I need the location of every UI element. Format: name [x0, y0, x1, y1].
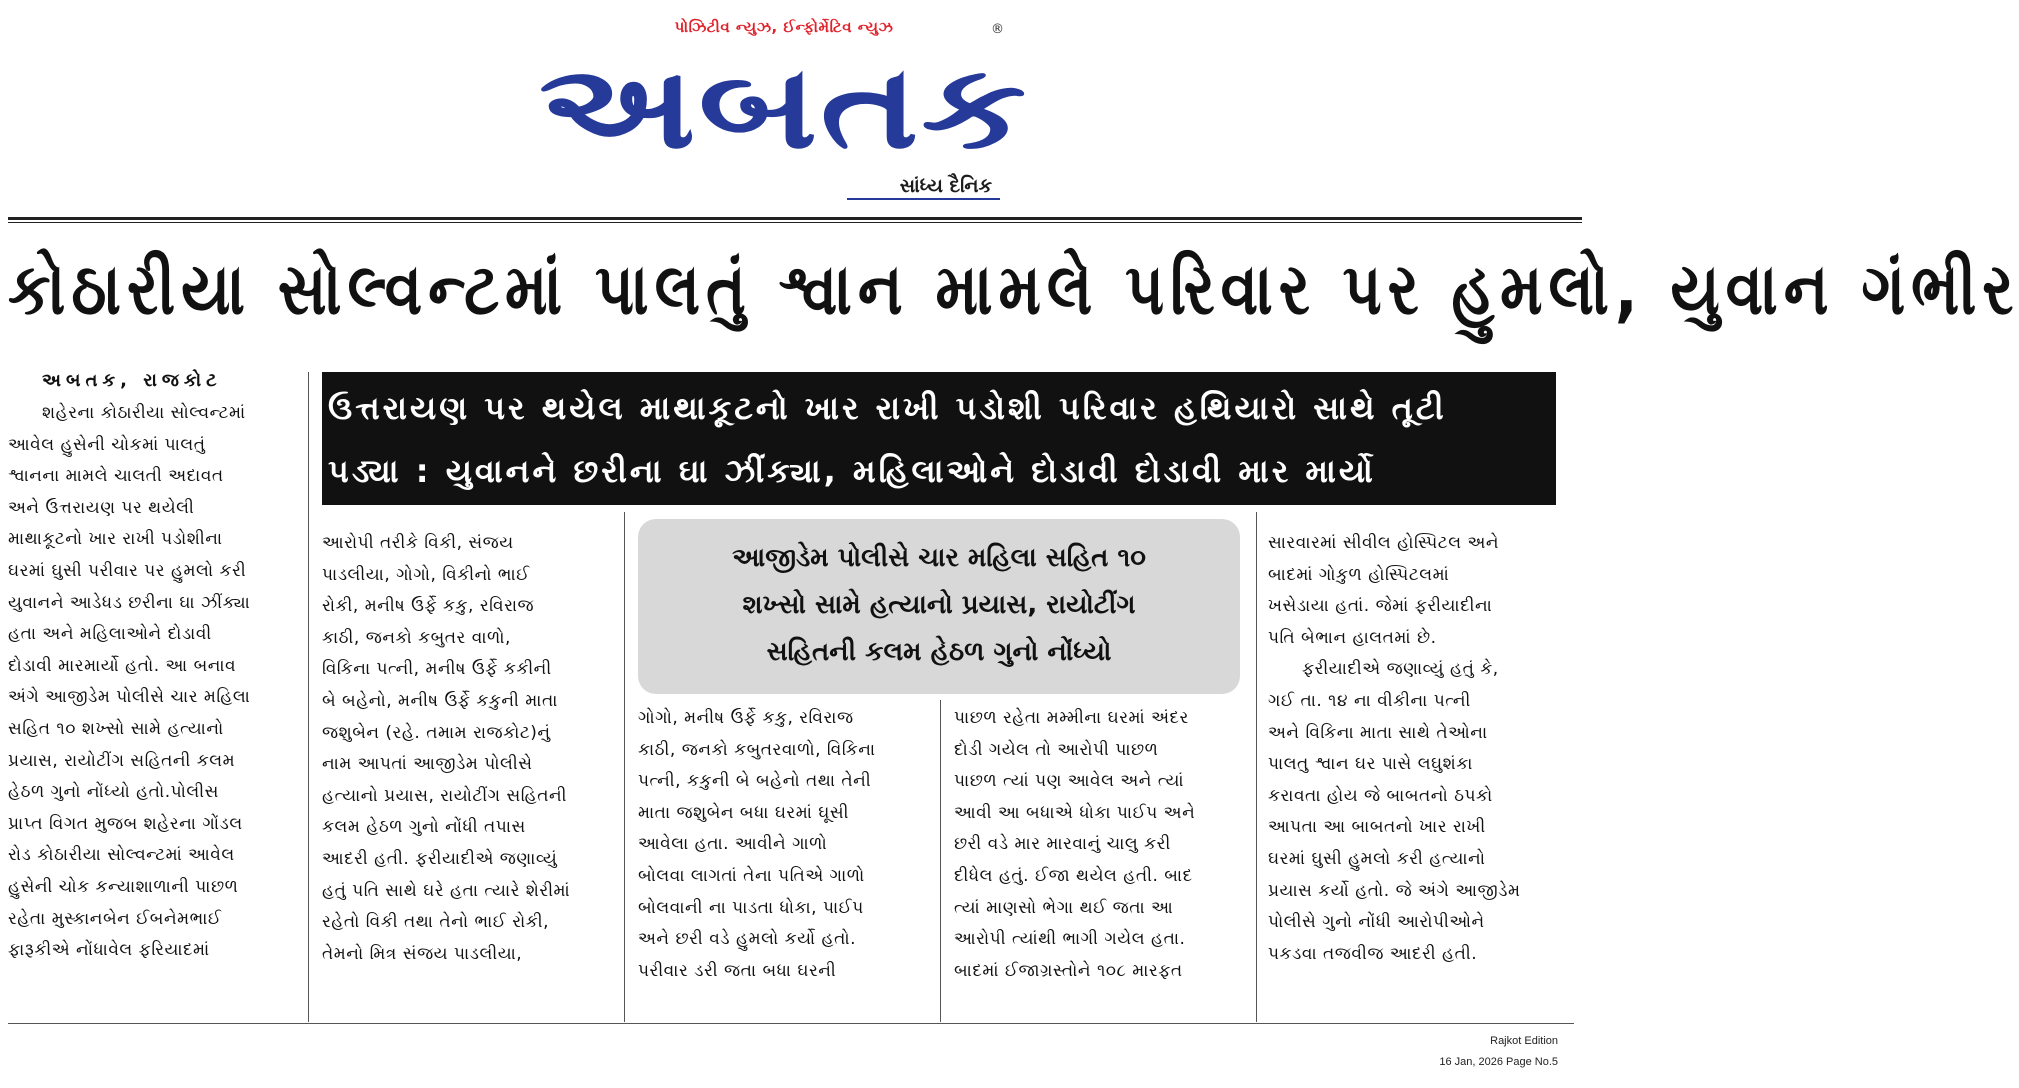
subhead-line: પડ્યા : યુવાનને છરીના ઘા ઝીંક્યા, મહિલાઓને દોડાવી દોડાવી માર માર્યો: [328, 452, 1376, 490]
article-text-line: પ્રાપ્ત વિગત મુજબ શહેરના ગોંડલ: [8, 813, 243, 834]
article-column-4: [954, 703, 1244, 987]
article-text-line: બાદમાં ઈજાગ્રસ્તોને ૧૦૮ મારફત: [954, 960, 1183, 981]
highlight-line: શખ્સો સામે હત્યાનો પ્રયાસ, રાયોટીંગ: [742, 590, 1136, 620]
article-column-5: [1268, 528, 1560, 970]
article-column-3: [638, 703, 926, 987]
article-subhead: [322, 372, 1556, 505]
newspaper-logo: અબતક: [538, 39, 1030, 175]
masthead-underline: [847, 198, 1000, 200]
article-text-line: હતું પતિ સાથે ઘરે હતા ત્યારે શેરીમાં: [322, 880, 571, 901]
article-text-line: આવેલ હુસેની ચોકમાં પાલતું: [8, 434, 206, 455]
article-text-line: સહિત ૧૦ શખ્સો સામે હત્યાનો: [8, 718, 224, 739]
masthead-tagline: પોઝિટીવ ન્યુઝ, ઈન્ફોર્મેટિવ ન્યુઝ: [674, 18, 894, 36]
article-text-line: આવેલા હતા. આવીને ગાળો: [638, 834, 828, 855]
article-text-line: પકડવા તજવીજ આદરી હતી.: [1268, 943, 1478, 964]
article-text-line: હતા અને મહિલાઓને દોડાવી: [8, 624, 212, 645]
article-text-line: દોડી ગયેલ તો આરોપી પાછળ: [954, 739, 1159, 760]
article-text-line: રહેતા મુસ્કાનબેન ઈબનેમભાઈ: [8, 908, 222, 929]
article-text-line: છરી વડે માર મારવાનું ચાલુ કરી: [954, 834, 1171, 855]
article-text-line: બોલવા લાગતાં તેના પતિએ ગાળો: [638, 865, 865, 886]
article-text-line: અને વિકિના માતા સાથે તેઓના: [1268, 722, 1488, 743]
article-text-line: ગઈ તા. ૧૪ ના વીકીના પત્ની: [1268, 690, 1471, 711]
article-text-line: અને છરી વડે હુમલો કર્યો હતો.: [638, 929, 857, 950]
article-text-line: ઘરમાં ઘુસી પરીવાર પર હુમલો કરી: [8, 560, 247, 581]
highlight-line: સહિતની કલમ હેઠળ ગુનો નોંધ્યો: [766, 637, 1112, 667]
masthead-subtitle: સાંધ્ય દૈનિક: [899, 175, 992, 197]
article-byline: અબતક, રાજકોટ: [42, 370, 222, 391]
article-text-line: અને ઉત્તરાયણ પર થયેલી: [8, 497, 195, 518]
article-text-line: માતા જશુબેન બધા ઘરમાં ઘૂસી: [638, 802, 850, 823]
article-text-line: પોલીસે ગુનો નોંધી આરોપીઓને: [1268, 912, 1485, 933]
highlight-line: આજીડેમ પોલીસે ચાર મહિલા સહિત ૧૦: [732, 543, 1146, 573]
article-text-line: આરોપી તરીકે વિકી, સંજય: [322, 533, 514, 553]
article-text-line: જશુબેન (રહે. તમામ રાજકોટ)નું: [322, 722, 551, 743]
article-text-line: સારવારમાં સીવીલ હોસ્પિટલ અને: [1268, 533, 1500, 553]
article-text-line: કલમ હેઠળ ગુનો નોંધી તપાસ: [322, 817, 526, 838]
article-text-line: હુસેની ચોક કન્યાશાળાની પાછળ: [8, 876, 239, 897]
article-column-2: [322, 528, 612, 970]
footer-rule: [8, 1023, 1574, 1024]
article-text-line: પ્રયાસ કર્યો હતો. જે અંગે આજીડેમ: [1268, 880, 1521, 901]
article-text-line: ફારૂકીએ નોંધાવેલ ફરિયાદમાં: [8, 940, 210, 961]
article-text-line: પ્રયાસ, રાયોટીંગ સહિતની કલમ: [8, 750, 236, 771]
article-text-line: કાઠી, જનકો કબુતર વાળો,: [322, 627, 511, 648]
article-text-line: શહેરના કોઠારીયા સોલ્વન્ટમાં: [42, 403, 246, 423]
highlight-box: [638, 519, 1240, 694]
article-text-line: પતિ બેભાન હાલતમાં છે.: [1268, 627, 1437, 648]
article-text-line: રોડ કોઠારીયા સોલ્વન્ટમાં આવેલ: [8, 845, 235, 866]
edition-label: Rajkot Edition: [1490, 1035, 1558, 1047]
article-text-line: રોકી, મનીષ ઉર્ફે કકુ, રવિરાજ: [322, 596, 535, 617]
column-divider: [1256, 512, 1257, 1022]
article-text-line: શ્વાનના મામલે ચાલતી અદાવત: [8, 466, 224, 487]
article-text-line: પાલતુ શ્વાન ઘર પાસે લઘુશંકા: [1268, 754, 1473, 775]
article-text-line: ખસેડાયા હતાં. જેમાં ફરીયાદીના: [1268, 596, 1493, 617]
article-text-line: ફરીયાદીએ જણાવ્યું હતું કે,: [1302, 659, 1499, 680]
article-column-1: [8, 398, 294, 967]
article-headline: કોઠારીયા સોલ્વન્ટમાં પાલતું શ્વાન મામલે પરિવાર પર હુમલો, યુવાન ગંભીર: [8, 248, 2019, 332]
article-text-line: આપતા આ બાબતનો ખાર રાખી: [1268, 817, 1486, 838]
article-text-line: યુવાનને આડેધડ છરીના ઘા ઝીંક્યા: [8, 592, 251, 613]
article-text-line: દીધેલ હતું. ઈજા થયેલ હતી. બાદ: [954, 865, 1193, 886]
article-text-line: તેમનો મિત્ર સંજય પાડલીયા,: [322, 943, 523, 964]
article-text-line: કાઠી, જનકો કબુતરવાળો, વિકિના: [638, 739, 876, 760]
article-text-line: આવી આ બધાએ ધોકા પાઈપ અને: [954, 802, 1196, 823]
column-divider: [308, 372, 309, 1022]
article-text-line: બાદમાં ગોકુળ હોસ્પિટલમાં: [1268, 564, 1450, 585]
article-text-line: હેઠળ ગુનો નોંધ્યો હતો.પોલીસ: [8, 782, 219, 803]
article-text-line: વિકિના પત્ની, મનીષ ઉર્ફે કકીની: [322, 659, 552, 680]
article-text-line: રહેતો વિકી તથા તેનો ભાઈ રોકી,: [322, 912, 550, 933]
article-text-line: પાછળ ત્યાં પણ આવેલ અને ત્યાં: [954, 771, 1185, 792]
article-text-line: કરાવતા હોય જે બાબતનો ઠપકો: [1268, 785, 1493, 806]
column-divider: [624, 512, 625, 1022]
date-page-label: 16 Jan, 2026 Page No.5: [1439, 1056, 1558, 1068]
article-text-line: ગોગો, મનીષ ઉર્ફે કકુ, રવિરાજ: [638, 708, 854, 728]
article-text-line: પરીવાર ડરી જતા બધા ઘરની: [638, 960, 837, 981]
article-text-line: દોડાવી મારમાર્યો હતો. આ બનાવ: [8, 655, 237, 676]
article-text-line: નામ આપતાં આજીડેમ પોલીસે: [322, 754, 533, 775]
article-text-line: આદરી હતી. ફરીયાદીએ જણાવ્યું: [322, 848, 558, 869]
article-text-line: અંગે આજીડેમ પોલીસે ચાર મહિલા: [8, 687, 251, 708]
article-text-line: ત્યાં માણસો ભેગા થઈ જતા આ: [954, 897, 1174, 918]
column-divider: [940, 700, 941, 1022]
article-text-line: હત્યાનો પ્રયાસ, રાયોટીંગ સહિતની: [322, 785, 567, 806]
article-text-line: બે બહેનો, મનીષ ઉર્ફે કકુની માતા: [322, 690, 558, 711]
article-text-line: પાડલીયા, ગોગો, વિકીનો ભાઈ: [322, 564, 530, 585]
article-text-line: ઘરમાં ઘુસી હુમલો કરી હત્યાનો: [1268, 848, 1486, 869]
subhead-line: ઉત્તરાયણ પર થયેલ માથાકૂટનો ખાર રાખી પડોશી પરિવાર હથિયારો સાથે તૂટી: [328, 389, 1447, 427]
article-text-line: પત્ની, કકુની બે બહેનો તથા તેની: [638, 771, 872, 792]
article-text-line: બોલવાની ના પાડતા ધોકા, પાઈપ: [638, 897, 864, 918]
article-text-line: પાછળ રહેતા મમ્મીના ઘરમાં અંદર: [954, 708, 1189, 728]
registered-mark-icon: ®: [991, 22, 1004, 37]
article-text-line: માથાકૂટનો ખાર રાખી પડોશીના: [8, 529, 223, 550]
masthead: [538, 18, 1030, 203]
article-text-line: આરોપી ત્યાંથી ભાગી ગયેલ હતા.: [954, 929, 1186, 950]
